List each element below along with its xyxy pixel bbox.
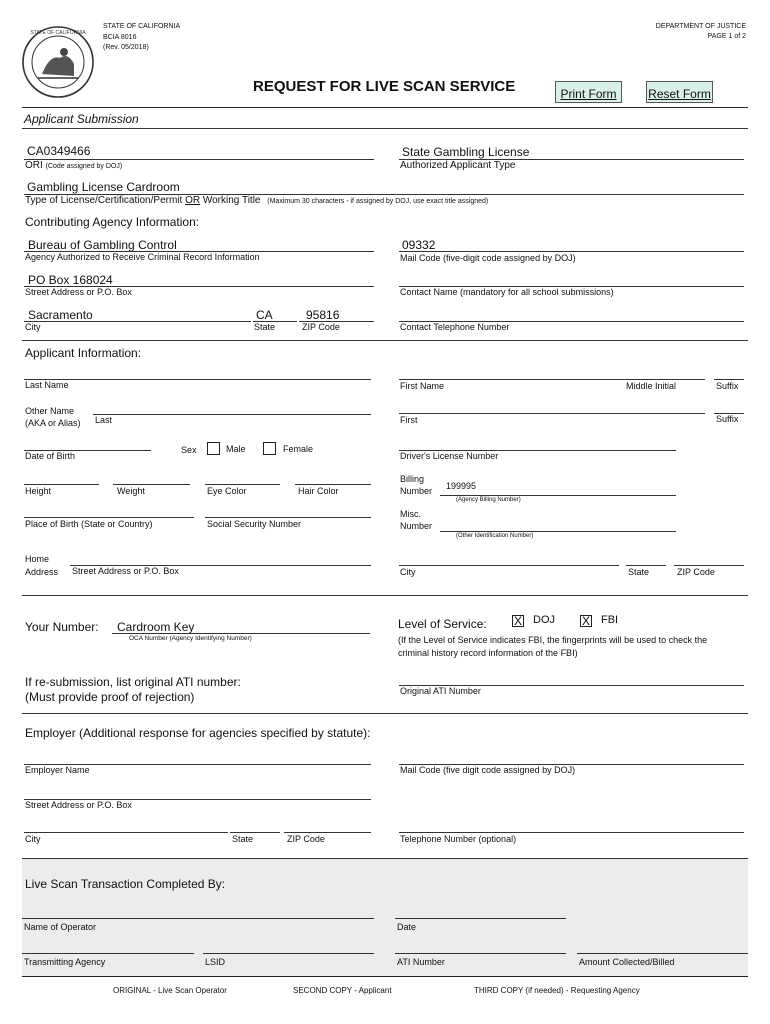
fbi-note-b: criminal history record information of the FBI) xyxy=(398,648,578,658)
agency-state-value[interactable]: CA xyxy=(256,308,273,322)
alias-first-line xyxy=(399,413,705,414)
ssn-label: Social Security Number xyxy=(207,519,302,529)
other-name-label-a: Other Name xyxy=(25,406,75,416)
agency-zip-value[interactable]: 95816 xyxy=(306,308,340,322)
employer-street-label: Street Address or P.O. Box xyxy=(25,800,132,810)
hair-line xyxy=(295,484,371,485)
home-label-a: Home xyxy=(25,554,50,564)
home-zip-line xyxy=(674,565,744,566)
form-id: BCIA 8016 xyxy=(103,34,137,41)
divider xyxy=(22,128,748,129)
misc-label-a: Misc. xyxy=(400,509,421,519)
billing-line xyxy=(440,495,676,496)
agency-city-label: City xyxy=(25,322,41,332)
your-number-sublabel: OCA Number (Agency Identifying Number) xyxy=(129,635,252,642)
license-label-or: OR xyxy=(185,195,201,206)
home-city-label: City xyxy=(400,567,416,577)
employer-zip-line xyxy=(284,832,371,833)
employer-phone-line xyxy=(399,832,744,833)
female-label: Female xyxy=(283,444,314,454)
ori-value[interactable]: CA0349466 xyxy=(27,144,91,158)
home-city-line xyxy=(399,565,619,566)
home-zip-label: ZIP Code xyxy=(677,567,715,577)
employer-state-line xyxy=(230,832,280,833)
misc-line xyxy=(440,531,676,532)
amount-label: Amount Collected/Billed xyxy=(579,957,675,967)
divider xyxy=(22,858,748,859)
billing-value[interactable]: 199995 xyxy=(446,481,477,491)
home-street-label: Street Address or P.O. Box xyxy=(72,566,179,576)
last-name-line xyxy=(24,379,371,380)
department-label: DEPARTMENT OF JUSTICE xyxy=(655,23,746,30)
divider xyxy=(22,595,748,596)
agency-street-value[interactable]: PO Box 168024 xyxy=(28,273,113,287)
mail-code-value[interactable]: 09332 xyxy=(402,238,436,252)
first-name-line xyxy=(399,379,705,380)
height-label: Height xyxy=(25,486,52,496)
page-number: PAGE 1 of 2 xyxy=(707,33,746,40)
ori-label xyxy=(25,160,122,171)
reset-form-button[interactable]: Reset Form xyxy=(646,81,713,103)
your-number-line xyxy=(112,633,370,634)
svg-text:STATE OF CALIFORNIA: STATE OF CALIFORNIA xyxy=(30,30,86,36)
employer-state-label: State xyxy=(232,834,254,844)
billing-label-a: Billing xyxy=(400,474,425,484)
live-ati-label: ATI Number xyxy=(397,957,445,967)
doj-checkbox[interactable]: X xyxy=(513,614,522,628)
employer-zip-label: ZIP Code xyxy=(287,834,325,844)
employer-phone-label: Telephone Number (optional) xyxy=(400,834,517,844)
pob-label: Place of Birth (State or Country) xyxy=(25,519,153,529)
pob-line xyxy=(24,517,194,518)
suffix-label: Suffix xyxy=(716,381,739,391)
divider xyxy=(22,340,748,341)
eye-label: Eye Color xyxy=(207,486,247,496)
mail-code-label: Mail Code (five-digit code assigned by DOJ) xyxy=(400,253,576,263)
misc-label-b: Number xyxy=(400,521,433,531)
dob-label: Date of Birth xyxy=(25,451,76,461)
bottom-rule xyxy=(22,976,748,977)
mail-code-line xyxy=(399,251,744,252)
alias-last-line xyxy=(93,414,371,415)
agency-label: Agency Authorized to Receive Criminal Record Information xyxy=(25,252,260,262)
divider xyxy=(22,713,748,714)
contributing-agency-heading: Contributing Agency Information: xyxy=(25,215,200,229)
weight-label: Weight xyxy=(117,486,145,496)
operator-line xyxy=(22,918,374,919)
doj-label: DOJ xyxy=(533,614,555,626)
ori-label-text: ORI xyxy=(25,160,43,171)
print-form-button[interactable]: Print Form xyxy=(555,81,622,103)
license-label-b: Working Title xyxy=(202,195,261,206)
live-ati-line xyxy=(395,953,566,954)
lsid-label: LSID xyxy=(205,957,226,967)
footer-second: SECOND COPY - Applicant xyxy=(293,986,392,995)
eye-line xyxy=(205,484,280,485)
date-line xyxy=(395,918,566,919)
state-label: STATE OF CALIFORNIA xyxy=(103,23,181,30)
sex-label: Sex xyxy=(181,445,197,455)
state-seal xyxy=(20,24,96,100)
form-revision: (Rev. 05/2018) xyxy=(103,44,149,51)
alias-suffix-label: Suffix xyxy=(716,414,739,424)
billing-sublabel: (Agency Billing Number) xyxy=(456,497,521,503)
level-of-service-label: Level of Service: xyxy=(398,617,487,631)
middle-initial-label: Middle Initial xyxy=(626,381,677,391)
license-label xyxy=(25,195,488,206)
hair-label: Hair Color xyxy=(298,486,339,496)
contact-phone-label: Contact Telephone Number xyxy=(400,322,510,332)
home-state-label: State xyxy=(628,567,650,577)
resubmission-line-a: If re-submission, list original ATI number: xyxy=(25,675,241,689)
footer-third: THIRD COPY (if needed) - Requesting Agency xyxy=(474,986,640,995)
fbi-note-a: (If the Level of Service indicates FBI, the fingerprints will be used to check the xyxy=(398,635,708,645)
resubmission-line-b: (Must provide proof of rejection) xyxy=(25,690,195,704)
fbi-checkbox[interactable]: X xyxy=(581,614,590,628)
first-name-label: First Name xyxy=(400,381,445,391)
operator-label: Name of Operator xyxy=(24,922,97,932)
employer-city-line xyxy=(24,832,228,833)
date-label: Date xyxy=(397,922,417,932)
header-rule xyxy=(22,107,748,108)
footer-original: ORIGINAL - Live Scan Operator xyxy=(113,986,227,995)
fbi-label: FBI xyxy=(601,614,619,626)
other-name-label-b: (AKA or Alias) xyxy=(25,418,81,428)
weight-line xyxy=(113,484,190,485)
ori-sublabel: (Code assigned by DOJ) xyxy=(45,163,123,170)
billing-label-b: Number xyxy=(400,486,433,496)
employer-mail-label: Mail Code (five digit code assigned by DOJ) xyxy=(400,765,576,775)
agency-city-line xyxy=(24,321,251,322)
suffix-line xyxy=(714,379,744,380)
alias-first-label: First xyxy=(400,415,418,425)
ssn-line xyxy=(205,517,371,518)
applicant-info-heading: Applicant Information: xyxy=(25,346,142,360)
live-scan-heading: Live Scan Transaction Completed By: xyxy=(25,877,226,891)
amount-line xyxy=(577,953,748,954)
employer-city-label: City xyxy=(25,834,41,844)
male-checkbox[interactable] xyxy=(207,442,220,455)
agency-state-label: State xyxy=(254,322,276,332)
your-number-value[interactable]: Cardroom Key xyxy=(117,620,195,634)
applicant-type-label: Authorized Applicant Type xyxy=(400,160,516,171)
your-number-label: Your Number: xyxy=(25,620,99,634)
employer-heading: Employer (Additional response for agencies specified by statute): xyxy=(25,726,371,740)
last-name-label: Last Name xyxy=(25,380,69,390)
lsid-line xyxy=(203,953,374,954)
male-label: Male xyxy=(226,444,246,454)
license-sublabel: (Maximum 30 characters - if assigned by DOJ, use exact title assigned) xyxy=(267,198,489,205)
transmitting-agency-line xyxy=(22,953,194,954)
contact-name-label: Contact Name (mandatory for all school submissions) xyxy=(400,287,614,297)
female-checkbox[interactable] xyxy=(263,442,276,455)
page-title: REQUEST FOR LIVE SCAN SERVICE xyxy=(253,78,516,95)
applicant-type-value[interactable]: State Gambling License xyxy=(402,145,530,159)
home-state-line xyxy=(626,565,666,566)
transmitting-agency-label: Transmitting Agency xyxy=(24,957,106,967)
license-value[interactable]: Gambling License Cardroom xyxy=(27,180,180,194)
height-line xyxy=(24,484,99,485)
agency-zip-label: ZIP Code xyxy=(302,322,340,332)
employer-name-label: Employer Name xyxy=(25,765,90,775)
misc-sublabel: (Other Identification Number) xyxy=(456,533,534,539)
dl-label: Driver's License Number xyxy=(400,451,499,461)
agency-city-value[interactable]: Sacramento xyxy=(28,308,93,322)
license-label-a: Type of License/Certification/Permit xyxy=(25,195,183,206)
ati-label: Original ATI Number xyxy=(400,686,481,696)
alias-last-label: Last xyxy=(95,415,113,425)
applicant-submission-heading: Applicant Submission xyxy=(24,112,139,126)
home-label-b: Address xyxy=(25,567,59,577)
agency-value[interactable]: Bureau of Gambling Control xyxy=(28,238,177,252)
agency-street-label: Street Address or P.O. Box xyxy=(25,287,132,297)
